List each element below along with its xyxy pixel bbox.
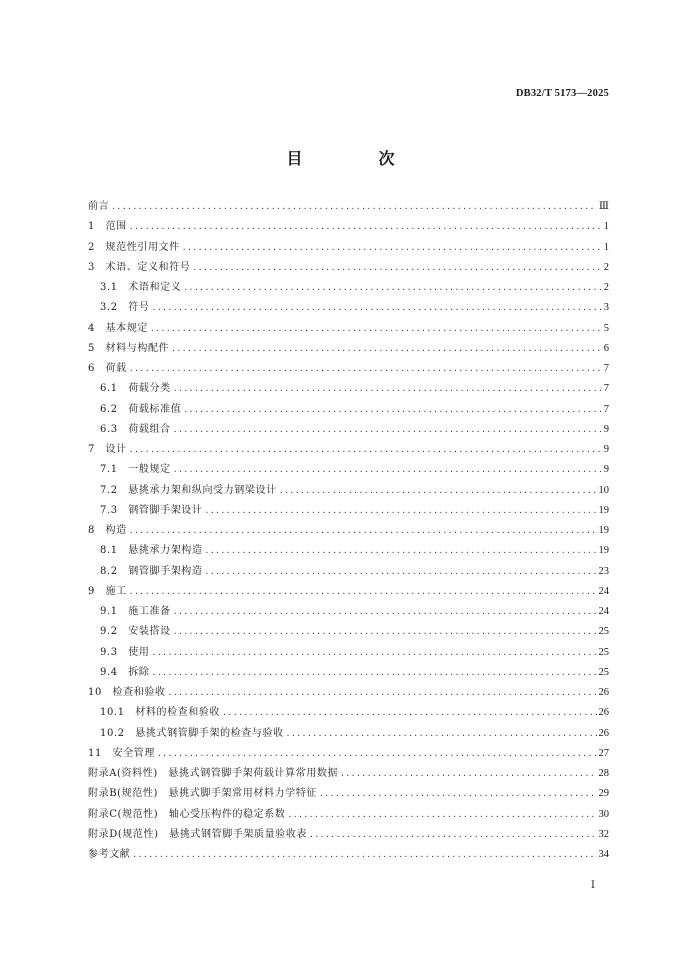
toc-entry-page: 5 xyxy=(603,322,609,334)
toc-entry-label: 3 术语、定义和符号 xyxy=(88,261,191,273)
toc-entry-label: 11 安全管理 xyxy=(88,747,155,759)
toc-entry-label: 5 材料与构配件 xyxy=(88,342,170,354)
toc-entry-page: 1 xyxy=(603,221,609,233)
toc-entry-page: 2 xyxy=(603,282,609,293)
toc-dot-leader xyxy=(150,319,602,339)
toc-entry-page: 34 xyxy=(598,849,609,860)
toc-entry-page: 32 xyxy=(598,828,609,840)
toc-entry-page: 10 xyxy=(598,484,609,496)
toc-entry[interactable] xyxy=(88,683,609,703)
toc-entry[interactable] xyxy=(88,724,609,744)
toc-entry[interactable] xyxy=(88,622,609,642)
toc-entry[interactable] xyxy=(88,420,609,440)
toc-dot-leader xyxy=(152,298,602,318)
toc-dot-leader xyxy=(205,562,597,582)
toc-entry[interactable] xyxy=(88,744,609,764)
toc-entry-page: 7 xyxy=(603,383,609,395)
toc-entry-page: 19 xyxy=(598,525,609,536)
document-code: DB32/T 5173—2025 xyxy=(515,88,609,99)
toc-entry[interactable] xyxy=(88,481,609,501)
toc-entry-page: 3 xyxy=(603,302,609,314)
toc-entry-page: 9 xyxy=(603,464,609,476)
toc-entry[interactable] xyxy=(88,501,609,521)
toc-dot-leader xyxy=(171,339,602,359)
toc-dot-leader xyxy=(309,825,596,845)
toc-entry-page: Ⅲ xyxy=(598,201,609,212)
toc-entry-page: 19 xyxy=(598,504,609,516)
toc-dot-leader xyxy=(129,217,602,237)
toc-entry-page: 1 xyxy=(603,241,609,253)
toc-entry-label: 2 规范性引用文件 xyxy=(88,241,180,253)
toc-entry-page: 28 xyxy=(598,768,609,779)
toc-dot-leader xyxy=(129,440,602,460)
toc-entry-label: 前言 xyxy=(88,201,110,212)
toc-entry-label: 6 荷载 xyxy=(88,363,127,374)
toc-entry-page: 9 xyxy=(603,423,609,435)
toc-dot-leader xyxy=(132,845,596,865)
toc-entry-page: 24 xyxy=(598,585,609,597)
toc-entry-label: 附录B(规范性) 悬挑式脚手架常用材料力学特征 xyxy=(88,788,317,800)
toc-entry[interactable] xyxy=(88,339,609,359)
toc-entry-label: 7.2 悬挑承力架和纵向受力钢梁设计 xyxy=(100,484,277,496)
toc-entry-label: 9.4 拆除 xyxy=(100,666,150,678)
toc-entry[interactable] xyxy=(88,764,609,784)
toc-entry[interactable] xyxy=(88,319,609,339)
toc-entry[interactable] xyxy=(88,217,609,237)
toc-entry-label: 4 基本规定 xyxy=(88,322,148,334)
toc-dot-leader xyxy=(157,744,597,764)
toc-dot-leader xyxy=(286,724,597,744)
toc-entry[interactable] xyxy=(88,440,609,460)
toc-entry[interactable] xyxy=(88,663,609,683)
toc-dot-leader xyxy=(340,764,596,784)
toc-entry-label: 10.2 悬挑式钢管脚手架的检查与验收 xyxy=(100,727,284,739)
toc-entry[interactable] xyxy=(88,602,609,622)
toc-entry[interactable] xyxy=(88,562,609,582)
toc-entry-page: 29 xyxy=(598,788,609,800)
toc-entry-page: 7 xyxy=(603,403,609,415)
toc-entry[interactable] xyxy=(88,379,609,399)
toc-entry-label: 10.1 材料的检查和验收 xyxy=(100,707,221,719)
toc-entry-page: 25 xyxy=(598,666,609,678)
toc-entry-label: 7.1 一般规定 xyxy=(100,464,171,476)
toc-dot-leader xyxy=(173,460,602,480)
toc-dot-leader xyxy=(173,622,597,642)
toc-entry-page: 23 xyxy=(598,565,609,577)
toc-entry-page: 26 xyxy=(598,707,609,719)
toc-dot-leader xyxy=(205,501,597,521)
toc-entry-label: 9.2 安装搭设 xyxy=(100,626,171,638)
toc-entry[interactable] xyxy=(88,541,609,561)
page-number: Ⅰ xyxy=(591,880,595,891)
toc-entry-label: 8.1 悬挑承力架构造 xyxy=(100,545,203,557)
toc-entry-page: 30 xyxy=(598,808,609,820)
toc-entry-label: 参考文献 xyxy=(88,849,131,860)
toc-entry[interactable] xyxy=(88,238,609,258)
toc-entry-label: 附录A(资料性) 悬挑式钢管脚手架荷载计算常用数据 xyxy=(88,768,339,779)
page-title: 目 次 xyxy=(286,149,425,168)
toc-entry-label: 9.1 施工准备 xyxy=(100,606,171,617)
toc-entry-label: 6.1 荷载分类 xyxy=(100,383,171,395)
toc-entry[interactable] xyxy=(88,298,609,318)
toc-entry[interactable] xyxy=(88,643,609,663)
toc-entry[interactable] xyxy=(88,278,609,298)
toc-dot-leader xyxy=(111,197,597,217)
toc-entry-page: 6 xyxy=(603,342,609,354)
toc-dot-leader xyxy=(182,238,602,258)
toc-entry-label: 3.1 术语和定义 xyxy=(100,282,182,293)
toc-entry-page: 2 xyxy=(603,261,609,273)
toc-entry-label: 1 范围 xyxy=(88,221,127,233)
toc-entry-page: 7 xyxy=(603,363,609,374)
toc-dot-leader xyxy=(222,703,596,723)
toc-dot-leader xyxy=(183,400,601,420)
toc-entry-label: 9.3 使用 xyxy=(100,646,150,658)
toc-dot-leader xyxy=(168,683,597,703)
toc-entry-label: 8 构造 xyxy=(88,525,127,536)
toc-dot-leader xyxy=(205,541,597,561)
toc-entry-label: 7.3 钢管脚手架设计 xyxy=(100,504,203,516)
toc-entry[interactable] xyxy=(88,784,609,804)
toc-entry[interactable] xyxy=(88,845,609,865)
toc-dot-leader xyxy=(319,784,597,804)
toc-dot-leader xyxy=(129,359,602,379)
toc-entry[interactable] xyxy=(88,703,609,723)
toc-entry[interactable] xyxy=(88,825,609,845)
toc-dot-leader xyxy=(183,278,601,298)
toc-dot-leader xyxy=(173,420,602,440)
toc-entry[interactable] xyxy=(88,359,609,379)
toc-entry-page: 26 xyxy=(598,687,609,698)
toc-dot-leader xyxy=(279,481,597,501)
toc-entry[interactable] xyxy=(88,197,609,217)
toc-dot-leader xyxy=(173,602,597,622)
toc-entry-label: 7 设计 xyxy=(88,444,127,455)
toc-entry-label: 6.3 荷载组合 xyxy=(100,423,171,435)
toc-dot-leader xyxy=(173,379,602,399)
toc-dot-leader xyxy=(192,258,601,278)
toc-entry-label: 10 检查和验收 xyxy=(88,687,166,698)
toc-entry-label: 8.2 钢管脚手架构造 xyxy=(100,565,203,577)
toc-entry-page: 26 xyxy=(598,727,609,739)
table-of-contents xyxy=(88,197,609,865)
toc-dot-leader xyxy=(287,805,596,825)
toc-entry-label: 6.2 荷载标准值 xyxy=(100,403,182,415)
toc-dot-leader xyxy=(152,643,597,663)
toc-entry-page: 24 xyxy=(598,606,609,617)
toc-entry[interactable] xyxy=(88,582,609,602)
toc-entry-page: 25 xyxy=(598,646,609,658)
toc-entry-page: 9 xyxy=(603,444,609,455)
toc-entry[interactable] xyxy=(88,521,609,541)
toc-entry-label: 3.2 符号 xyxy=(100,302,150,314)
toc-entry[interactable] xyxy=(88,805,609,825)
toc-entry-page: 19 xyxy=(598,545,609,557)
toc-dot-leader xyxy=(152,663,597,683)
toc-entry-page: 27 xyxy=(598,747,609,759)
toc-entry-label: 附录C(规范性) 轴心受压构件的稳定系数 xyxy=(88,808,286,820)
toc-entry[interactable] xyxy=(88,258,609,278)
toc-entry-label: 附录D(规范性) 悬挑式钢管脚手架质量验收表 xyxy=(88,828,308,840)
toc-entry[interactable] xyxy=(88,460,609,480)
toc-entry[interactable] xyxy=(88,400,609,420)
toc-entry-page: 25 xyxy=(598,626,609,638)
toc-dot-leader xyxy=(129,521,597,541)
toc-dot-leader xyxy=(129,582,597,602)
toc-entry-label: 9 施工 xyxy=(88,585,127,597)
